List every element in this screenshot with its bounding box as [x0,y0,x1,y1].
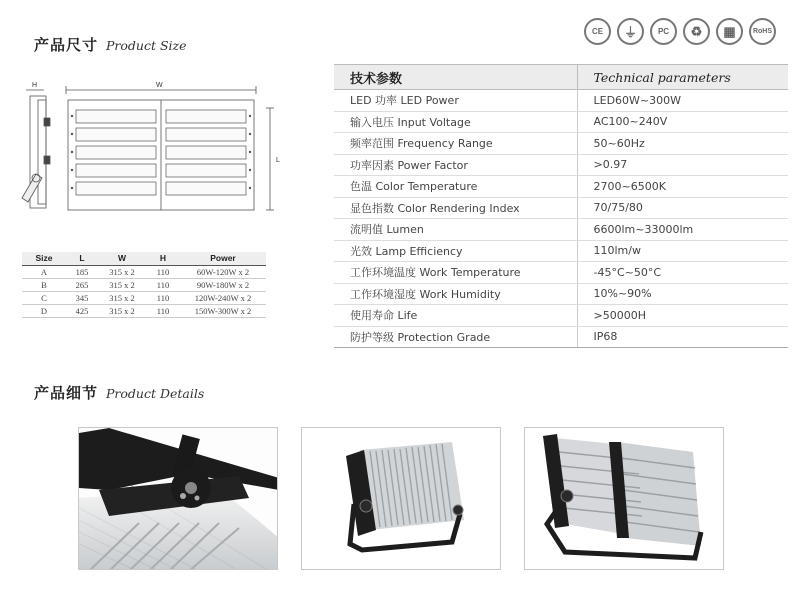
tech-header-en: Technical parameters [577,65,788,90]
table-row [334,111,788,133]
tech-table-header [334,65,788,90]
param-name: 流明值 Lumen [334,219,577,241]
product-size-heading [34,34,187,55]
param-name: 光效 Lamp Efficiency [334,240,577,262]
size-cell: B [22,278,66,291]
size-cell: 60W-120W x 2 [180,265,266,278]
size-table-header [22,252,266,265]
param-value: 70/75/80 [577,197,788,219]
param-value: LED60W~300W [577,90,788,112]
table-row [22,291,266,304]
table-row [334,326,788,348]
size-cell: 345 [66,291,98,304]
table-row [334,262,788,284]
size-header-cell: L [66,252,98,265]
param-value: AC100~240V [577,111,788,133]
table-row [22,278,266,291]
size-cell: 315 x 2 [98,278,146,291]
table-row [22,304,266,317]
param-name: 色温 Color Temperature [334,176,577,198]
param-name: LED 功率 LED Power [334,90,577,112]
size-cell: 110 [146,265,180,278]
size-header-cell: H [146,252,180,265]
param-name: 工作环境温度 Work Temperature [334,262,577,284]
table-row [334,154,788,176]
dim-label-h: H [32,82,38,89]
size-header-cell: Power [180,252,266,265]
size-cell: C [22,291,66,304]
param-name: 显色指数 Color Rendering Index [334,197,577,219]
param-value: 110lm/w [577,240,788,262]
product-details-title-en: Product Details [106,386,205,401]
size-cell: 110 [146,278,180,291]
size-header-cell: Size [22,252,66,265]
product-size-title-en: Product Size [106,38,187,53]
table-row [22,265,266,278]
detail-photo-closeup [78,427,278,570]
size-cell: 185 [66,265,98,278]
param-value: -45°C~50°C [577,262,788,284]
size-cell: 315 x 2 [98,291,146,304]
param-value: 10%~90% [577,283,788,305]
param-value: >0.97 [577,154,788,176]
detail-photo-angle [524,427,724,570]
size-cell: 120W-240W x 2 [180,291,266,304]
dimension-drawing [8,78,290,226]
param-value: IP68 [577,326,788,348]
tech-header-cn: 技术参数 [334,65,577,90]
param-name: 使用寿命 Life [334,305,577,327]
dim-label-w: W [156,82,163,89]
table-row [334,197,788,219]
size-table [22,252,266,318]
product-details-heading [34,382,204,403]
size-cell: 315 x 2 [98,304,146,317]
mesh-icon: ▦ [716,18,743,45]
size-cell: 110 [146,304,180,317]
param-name: 频率范围 Frequency Range [334,133,577,155]
table-row [334,240,788,262]
size-cell: 315 x 2 [98,265,146,278]
recycle-icon: ♻ [683,18,710,45]
table-row [334,90,788,112]
certification-icons [584,18,776,45]
table-row [334,283,788,305]
size-header-cell: W [98,252,146,265]
table-row [334,305,788,327]
dim-label-l: L [276,157,280,164]
detail-photo-front [301,427,501,570]
table-row [334,176,788,198]
size-cell: 425 [66,304,98,317]
rohs-icon: RoHS [749,18,776,45]
param-value: 50~60Hz [577,133,788,155]
size-cell: A [22,265,66,278]
product-details-title-cn: 产品细节 [34,384,99,402]
table-row [334,219,788,241]
pc-icon: PC [650,18,677,45]
param-value: 6600lm~33000lm [577,219,788,241]
ground-icon: ⏚ [617,18,644,45]
product-size-title-cn: 产品尺寸 [34,36,99,54]
param-name: 工作环境湿度 Work Humidity [334,283,577,305]
size-cell: 150W-300W x 2 [180,304,266,317]
size-cell: D [22,304,66,317]
table-row [334,133,788,155]
size-cell: 110 [146,291,180,304]
size-cell: 90W-180W x 2 [180,278,266,291]
param-name: 功率因素 Power Factor [334,154,577,176]
param-name: 防护等级 Protection Grade [334,326,577,348]
param-value: 2700~6500K [577,176,788,198]
size-cell: 265 [66,278,98,291]
ce-icon: CE [584,18,611,45]
param-name: 输入电压 Input Voltage [334,111,577,133]
tech-parameters-table [334,64,788,348]
param-value: >50000H [577,305,788,327]
